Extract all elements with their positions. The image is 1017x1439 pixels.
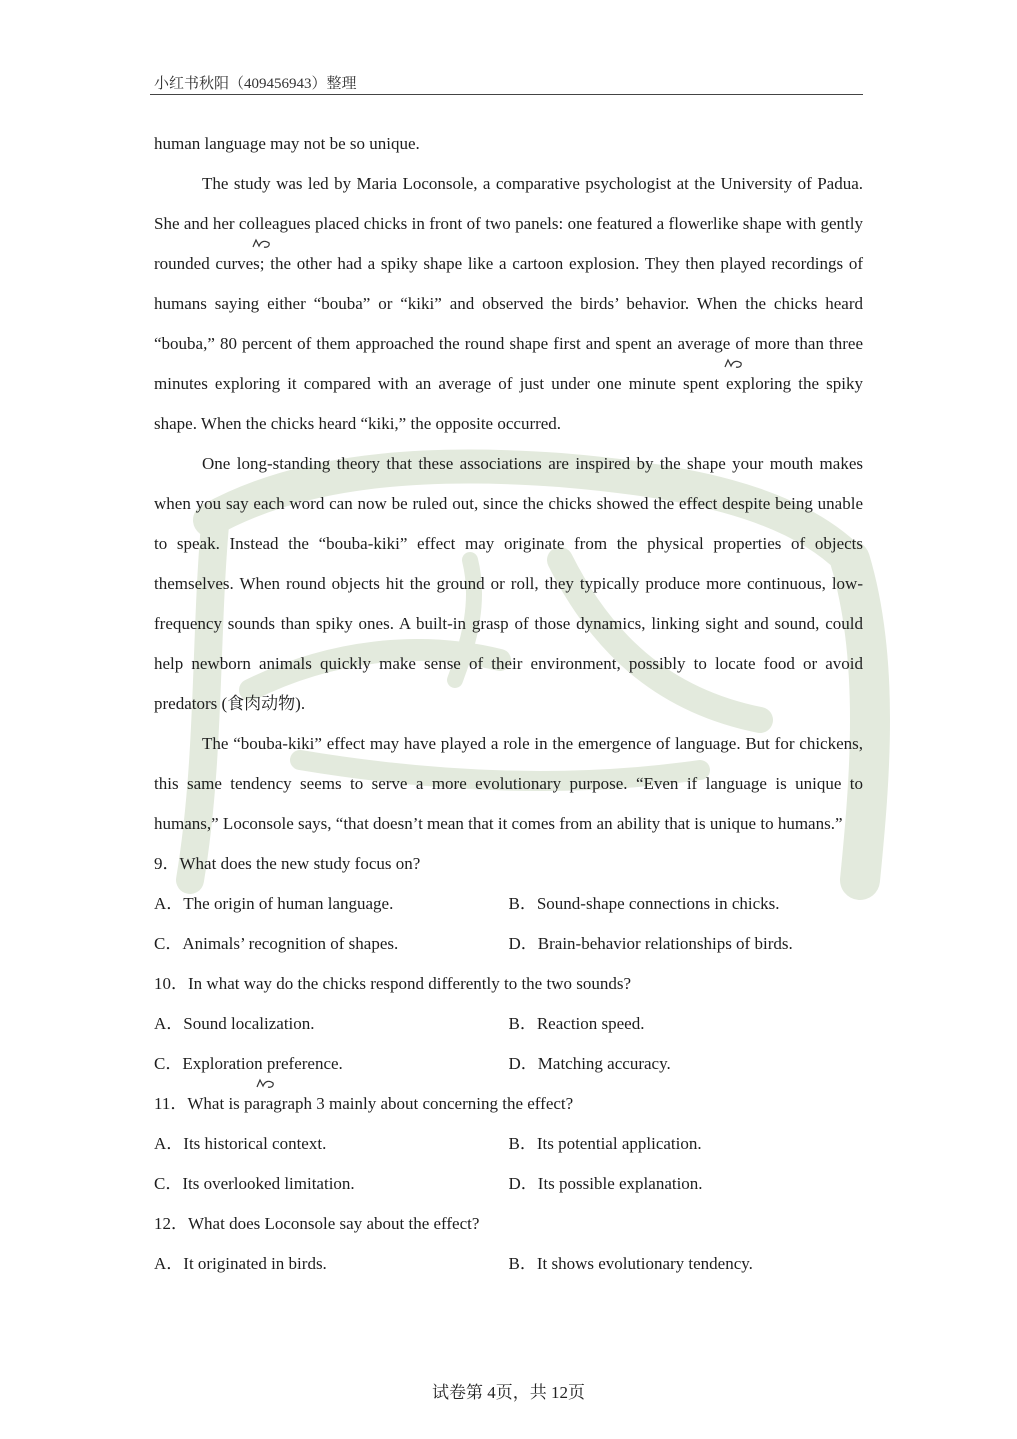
option-a: A．It originated in birds.: [154, 1254, 327, 1273]
main-content: [154, 124, 863, 1284]
page-header: 小红书秋阳（409456943）整理: [154, 76, 357, 92]
page-footer: 试卷第 4页，共 12页: [432, 1383, 585, 1402]
question-11: [154, 1084, 863, 1204]
question-number: 9．: [154, 854, 180, 873]
option-c: C．Animals’ recognition of shapes.: [154, 934, 399, 953]
question-text: What is paragraph 3 mainly about concerning the effect?: [187, 1094, 574, 1113]
question-9: [154, 844, 863, 964]
header-rule: [150, 94, 863, 95]
option-c: C．Its overlooked limitation.: [154, 1174, 355, 1193]
option-a: A．The origin of human language.: [154, 894, 394, 913]
question-10: [154, 964, 863, 1084]
option-b: B．Sound-shape connections in chicks.: [508, 894, 780, 913]
option-d: D．Its possible explanation.: [508, 1174, 703, 1193]
option-d: D．Matching accuracy.: [508, 1054, 671, 1073]
question-number: 12．: [154, 1214, 188, 1233]
question-number: 11．: [154, 1094, 188, 1113]
question-text: In what way do the chicks respond differently to the two sounds?: [188, 974, 632, 993]
pen-mark-icon: [256, 1078, 276, 1090]
question-text: What does the new study focus on?: [179, 854, 421, 873]
option-c: C．Exploration preference.: [154, 1054, 343, 1073]
pen-mark-icon: [252, 238, 272, 250]
paragraph-continuation: human language may not be so unique.: [154, 134, 420, 153]
question-number: 10．: [154, 974, 188, 993]
question-text: What does Loconsole say about the effect?: [188, 1214, 480, 1233]
option-a: A．Sound localization.: [154, 1014, 315, 1033]
option-d: D．Brain-behavior relationships of birds.: [508, 934, 793, 953]
option-a: A．Its historical context.: [154, 1134, 327, 1153]
option-b: B．Reaction speed.: [508, 1014, 645, 1033]
paragraph-4: The “bouba-kiki” effect may have played a role in the emergence of language. But for chickens, this same tendency seems to serve a more evolutionary purpose. “Even if language is unique to humans,” Loconsole says, “that doesn’t mean that it comes from an ability that is unique to humans.”: [154, 734, 863, 833]
option-b: B．It shows evolutionary tendency.: [508, 1254, 753, 1273]
paragraph-3: One long-standing theory that these associations are inspired by the shape your mouth makes when you say each word can now be ruled out, since the chicks showed the effect despite being unable to speak. Instead the “bouba-kiki” effect may originate from the physical properties of objects themselves. When round objects hit the ground or roll, they typically produce more continuous, low-frequency sounds than spiky ones. A built-in grasp of those dynamics, linking sight and sound, could help newborn animals quickly make sense of their environment, possibly to locate food or avoid predators (食肉动物).: [154, 454, 863, 713]
question-12: [154, 1204, 863, 1284]
pen-mark-icon: [724, 358, 744, 370]
option-b: B．Its potential application.: [508, 1134, 702, 1153]
paragraph-2: The study was led by Maria Loconsole, a comparative psychologist at the University of Padua. She and her colleagues placed chicks in front of two panels: one featured a flowerlike shape with gently rounded curves; the other had a spiky shape like a cartoon explosion. They then played recordings of humans saying either “bouba” or “kiki” and observed the birds’ behavior. When the chicks heard “bouba,” 80 percent of them approached the round shape first and spent an average of more than three minutes exploring it compared with an average of just under one minute spent exploring the spiky shape. When the chicks heard “kiki,” the opposite occurred.: [154, 174, 863, 433]
